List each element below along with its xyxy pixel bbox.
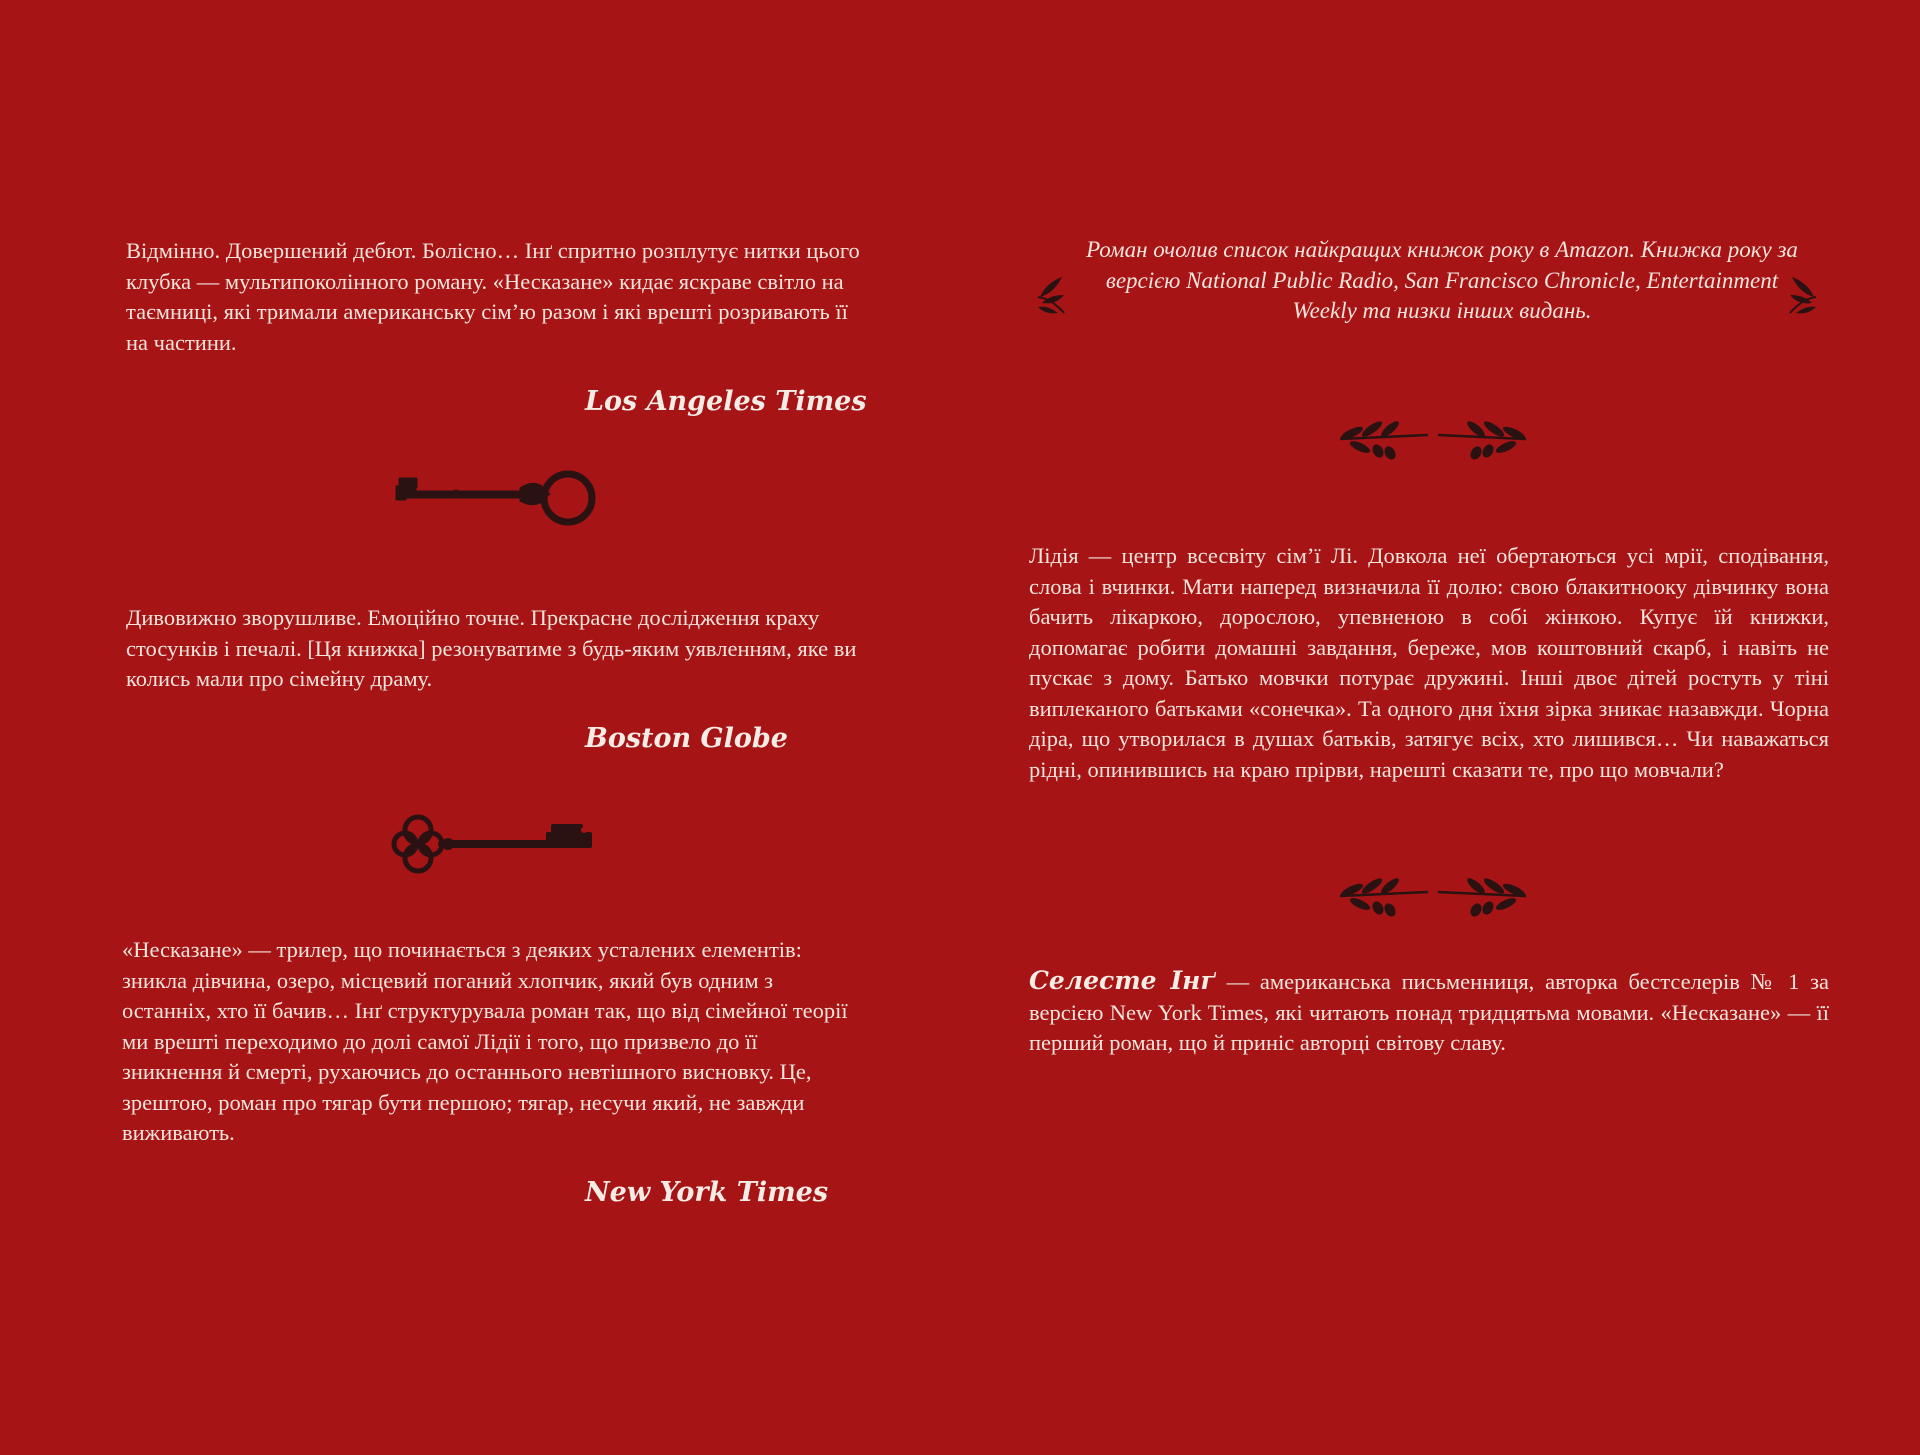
leaf-sprig-icon bbox=[1034, 273, 1068, 317]
review-boston-globe bbox=[126, 603, 861, 695]
review-source-ny-times: New York Times bbox=[585, 1177, 829, 1208]
review-ny-times bbox=[122, 935, 862, 1149]
laurel-ornament-icon bbox=[1330, 872, 1536, 922]
synopsis-block bbox=[1029, 541, 1829, 785]
skeleton-key-icon bbox=[392, 464, 604, 526]
author-bio-text: — американська письменниця, авторка бестселерів № 1 за версією New York Times, які читають понад тридцятьма мовами. «Несказане» — її перший роман, що й приніс авторці світову славу. bbox=[1029, 969, 1829, 1055]
review-quote: Дивовижно зворушливе. Емоційно точне. Прекрасне дослідження краху стосунків і печалі. [Ця книжка] резонуватиме з будь-яким уявленням, яке ви колись мали про сімейну драму. bbox=[126, 605, 857, 691]
praise-block bbox=[1082, 235, 1802, 327]
synopsis-text: Лідія — центр всесвіту сім’ї Лі. Довкола неї обертаються усі мрії, сподівання, слова і вчинки. Мати наперед визначила її долю: свою блакитнооку дівчинку вона бачить лікаркою, дорослою, упевненою в собі жінкою. Купує їй книжки, допомагає робити домашні завдання, береже, мов коштовний скарб, і навіть не пускає з дому. Батько мовчки потурає дружині. Інші двоє дітей ростуть у тіні виплеканого батьками «сонечка». Та одного дня їхня зірка зникає назавжди. Чорна діра, що утворилася в душах батьків, затягує всіх, хто лишився… Чи наважаться рідні, опинившись на краю прірви, нарешті сказати те, про що мовчали? bbox=[1029, 543, 1829, 782]
review-quote: «Несказане» — трилер, що починається з деяких усталених елементів: зникла дівчина, озеро, місцевий поганий хлопчик, який був одним з останніх, хто її бачив… Інґ структурувала роман так, що від сімейної теорії ми врешті переходимо до долі самої Лідії і того, що призвело до її зникнення й смерті, рухаючись до останнього невтішного висновку. Це, зрештою, роман про тягар бути першою; тягар, несучи який, не завжди виживають. bbox=[122, 937, 848, 1145]
leaf-sprig-icon bbox=[1786, 273, 1820, 317]
review-source-la-times: Los Angeles Times bbox=[585, 386, 867, 417]
laurel-ornament-icon bbox=[1330, 415, 1536, 465]
review-quote: Відмінно. Довершений дебют. Болісно… Інґ спритно розплутує нитки цього клубка — мультипоколінного роману. «Несказане» кидає яскраве світло на таємниці, які тримали американську сім’ю разом і які врешті розривають її на частини. bbox=[126, 238, 860, 355]
praise-text: Роман очолив список найкращих книжок року в Amazon. Книжка року за версією National Public Radio, San Francisco Chronicle, Entertainment Weekly та низки інших видань. bbox=[1086, 237, 1798, 323]
author-name: Селесте Інґ bbox=[1029, 966, 1216, 995]
review-la-times bbox=[126, 236, 861, 358]
author-bio bbox=[1029, 966, 1829, 1059]
author-bio-block bbox=[1029, 966, 1829, 1059]
ornate-key-icon bbox=[386, 810, 604, 878]
review-source-boston-globe: Boston Globe bbox=[585, 723, 788, 754]
